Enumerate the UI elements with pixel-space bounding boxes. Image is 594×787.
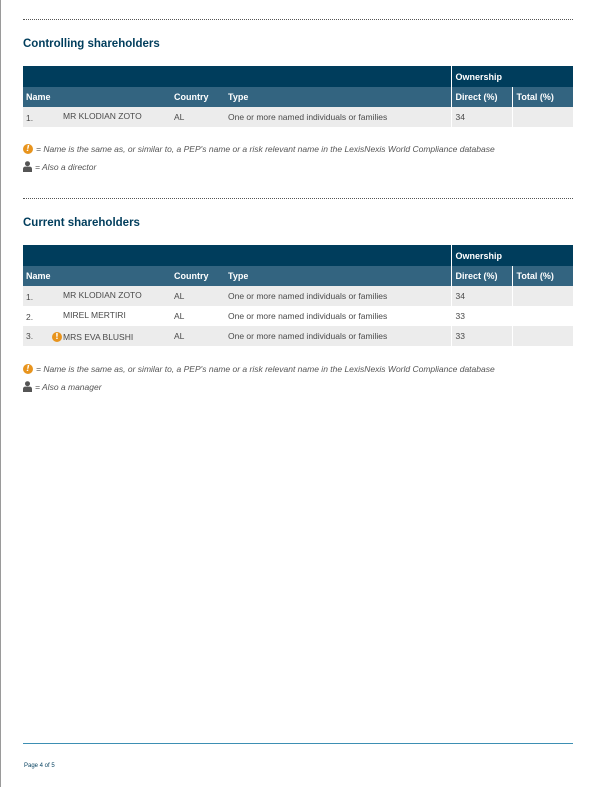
- country-cell: AL: [171, 306, 225, 326]
- country-column-header: Country: [171, 87, 225, 107]
- type-cell: One or more named individuals or families: [225, 286, 451, 306]
- manager-legend-text: = Also a manager: [35, 381, 102, 392]
- type-cell: One or more named individuals or families: [225, 306, 451, 326]
- person-icon: [23, 161, 32, 172]
- shareholder-name[interactable]: MRS EVA BLUSHI: [63, 331, 134, 342]
- row-number: 2.: [26, 312, 34, 322]
- warning-icon: !: [23, 364, 33, 374]
- direct-cell: 33: [451, 306, 512, 326]
- pep-legend: [23, 144, 495, 154]
- row-number: 1.: [26, 292, 34, 302]
- person-icon: [23, 381, 32, 392]
- name-cell: [23, 286, 171, 306]
- pep-legend: [23, 364, 495, 374]
- left-margin-rule: [0, 0, 1, 787]
- total-column-header: Total (%): [512, 87, 573, 107]
- controlling-shareholders-table: [23, 66, 573, 127]
- table-row: [23, 107, 573, 127]
- current-shareholders-table: [23, 245, 573, 346]
- table-row: [23, 286, 573, 306]
- country-cell: AL: [171, 107, 225, 127]
- direct-cell: 33: [451, 326, 512, 346]
- name-cell: [23, 107, 171, 127]
- pep-legend-text: = Name is the same as, or similar to, a PEP's name or a risk relevant name in the LexisNexis World Compliance database: [36, 364, 495, 374]
- name-cell: [23, 306, 171, 326]
- name-column-header: Name: [23, 87, 171, 107]
- table-row: [23, 326, 573, 346]
- total-column-header: Total (%): [512, 266, 573, 286]
- total-cell: [512, 107, 573, 127]
- manager-legend: [23, 381, 102, 392]
- table-row: [23, 306, 573, 326]
- row-number: 3.: [26, 330, 34, 341]
- warning-icon: !: [23, 144, 33, 154]
- country-cell: AL: [171, 326, 225, 346]
- ownership-header: Ownership: [451, 245, 573, 266]
- total-cell: [512, 326, 573, 346]
- direct-column-header: Direct (%): [451, 266, 512, 286]
- controlling-shareholders-title: Controlling shareholders: [23, 38, 160, 50]
- director-legend: [23, 161, 96, 172]
- current-shareholders-title: Current shareholders: [23, 217, 140, 229]
- direct-cell: 34: [451, 286, 512, 306]
- director-legend-text: = Also a director: [35, 161, 97, 172]
- section-divider: [23, 198, 573, 199]
- name-column-header: Name: [23, 266, 171, 286]
- name-cell: [23, 326, 171, 346]
- direct-cell: 34: [451, 107, 512, 127]
- footer-rule: [23, 743, 573, 744]
- country-column-header: Country: [171, 266, 225, 286]
- direct-column-header: Direct (%): [451, 87, 512, 107]
- ownership-header: Ownership: [451, 66, 573, 87]
- page-number: Page 4 of 5: [24, 763, 55, 769]
- type-column-header: Type: [225, 266, 451, 286]
- pep-legend-text: = Name is the same as, or similar to, a PEP's name or a risk relevant name in the LexisNexis World Compliance database: [36, 144, 495, 154]
- header-spacer: [23, 66, 451, 87]
- shareholder-name[interactable]: MR KLODIAN ZOTO: [63, 290, 142, 300]
- type-cell: One or more named individuals or families: [225, 326, 451, 346]
- type-column-header: Type: [225, 87, 451, 107]
- shareholder-name[interactable]: MR KLODIAN ZOTO: [63, 111, 142, 121]
- section-divider: [23, 19, 573, 20]
- shareholder-name[interactable]: MIREL MERTIRI: [63, 310, 126, 320]
- header-spacer: [23, 245, 451, 266]
- type-cell: One or more named individuals or families: [225, 107, 451, 127]
- warning-icon: !: [52, 332, 62, 342]
- total-cell: [512, 306, 573, 326]
- row-number: 1.: [26, 113, 34, 123]
- country-cell: AL: [171, 286, 225, 306]
- total-cell: [512, 286, 573, 306]
